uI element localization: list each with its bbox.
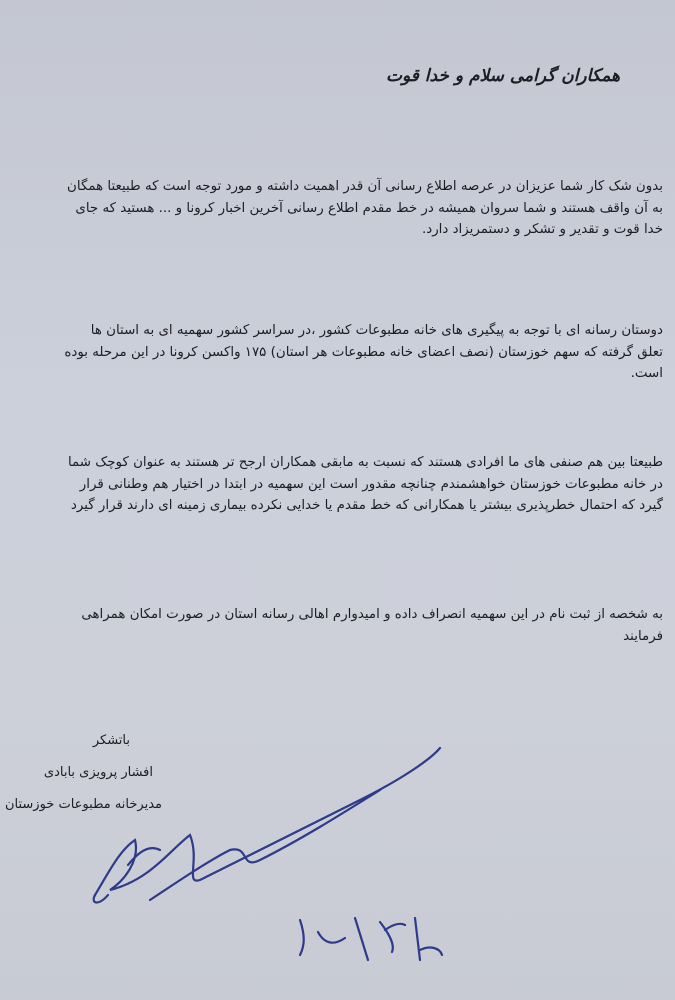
signer-name: افشار پرویزی بابادی — [43, 765, 153, 780]
paragraph-3: طبیعتا بین هم صنفی های ما افرادی هستند که نسبت به مابقی همکاران ارجح تر هستند به عنوان کوچک شما در خانه مطبوعات خوزستان خواهشمندم چنانچه مقدور است این سهمیه در ابتدا در اختیار هم وطنانی قرار گیرد که احتمال خطرپذیری بیشتر یا همکارانی که خط مقدم یا خدایی نکرده بیماری زمینه ای دارند قرار گیرد — [67, 455, 663, 513]
paragraph-4: به شخصه از ثبت نام در این سهمیه انصراف داده و امیدوارم اهالی رسانه استان در صورت امکان همراهی فرمایند — [81, 607, 663, 644]
salutation: همکاران گرامی سلام و خدا قوت — [385, 66, 620, 86]
signer-title: مدیرخانه مطبوعات خوزستان — [4, 797, 162, 812]
paragraph-2: دوستان رسانه ای با توجه به پیگیری های خانه مطبوعات کشور ،در سراسر کشور سهمیه ای به استان ها تعلق گرفته که سهم خوزستان (نصف اعضای خانه مطبوعات هر استان) ۱۷۵ واکسن کرونا در این مرحله بوده است. — [64, 323, 663, 381]
closing: باتشکر — [92, 733, 130, 748]
paragraph-1: بدون شک کار شما عزیزان در عرصه اطلاع رسانی آن قدر اهمیت داشته و مورد توجه است که طبیعتا همگان به آن واقف هستند و شما سروان همیشه در خط مقدم اطلاع رسانی آخرین اخبار کرونا و ... هستید که جای خدا قوت و تقدیر و تشکر و دستمریزاد دارد. — [67, 179, 663, 237]
